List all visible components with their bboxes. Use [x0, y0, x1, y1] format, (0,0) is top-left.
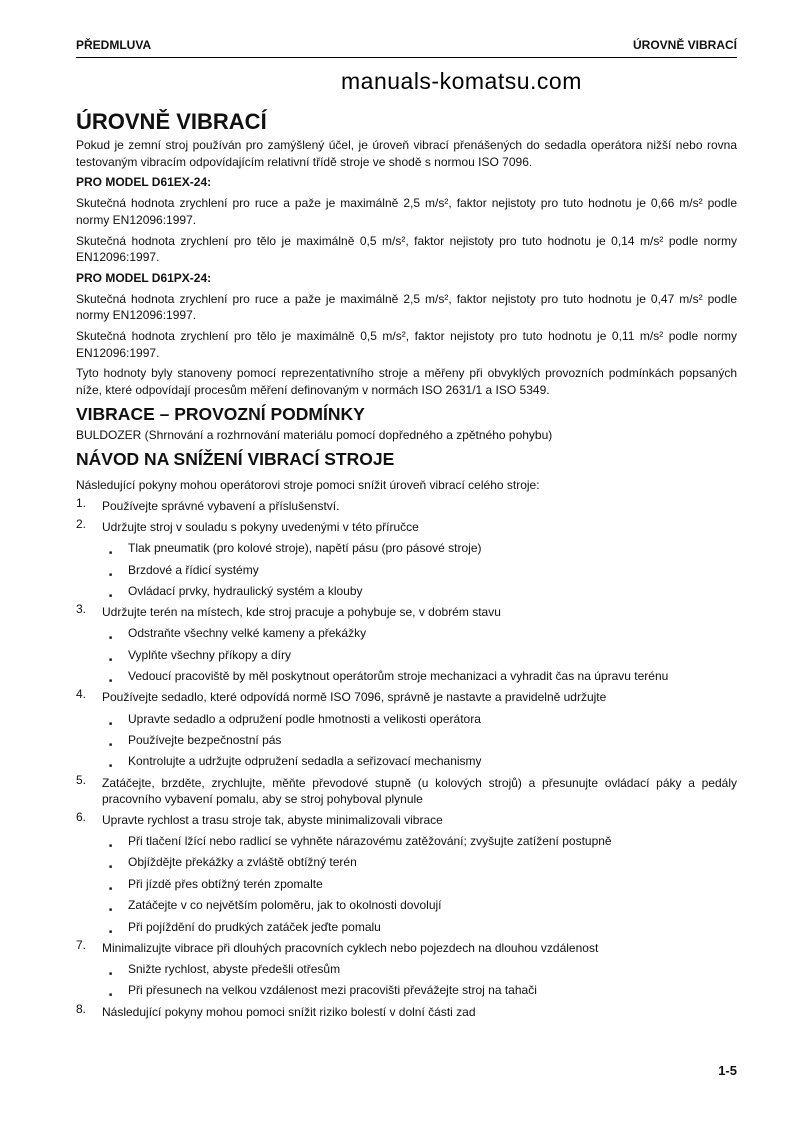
- bullet-icon: ■: [109, 763, 113, 770]
- bullet-item: [76, 854, 737, 870]
- bullet-text: Zatáčejte v co největším poloměru, jak to okolnosti dovolují: [128, 898, 442, 913]
- item-number: 5.: [76, 772, 87, 787]
- bullet-item: [76, 982, 737, 998]
- item-text: Používejte sedadlo, které odpovídá normě ISO 7096, správně je nastavte a pravidelně udržujte: [102, 690, 607, 705]
- bullet-icon: ■: [109, 678, 113, 685]
- item-text: Používejte správné vybavení a příslušenství.: [102, 498, 340, 513]
- conditions-text: BULDOZER (Shrnování a rozhrnování materiálu pomocí dopředného a zpětného pohybu): [76, 427, 553, 442]
- bullet-text: Kontrolujte a udržujte odpružení sedadla a seřizovací mechanismy: [128, 754, 482, 769]
- page-body: [76, 108, 737, 1020]
- list-item: [76, 604, 737, 620]
- body-paragraph: Skutečná hodnota zrychlení pro tělo je maximálně 0,5 m/s², faktor nejistoty pro tuto hodnotu je 0,11 m/s² podle normy EN12096:1997.: [76, 329, 737, 360]
- bullet-text: Brzdové a řídicí systémy: [128, 562, 259, 577]
- bullet-icon: ■: [109, 742, 113, 749]
- bullet-text: Tlak pneumatik (pro kolové stroje), napětí pásu (pro pásové stroje): [128, 541, 482, 556]
- list-item: [76, 495, 737, 514]
- bullet-text: Odstraňte všechny velké kameny a překážky: [128, 626, 367, 641]
- item-text: Následující pokyny mohou pomoci snížit riziko bolestí v dolní části zad: [102, 1004, 476, 1019]
- bullet-icon: ■: [109, 592, 113, 599]
- bullet-icon: ■: [109, 656, 113, 663]
- guidelines-list: [76, 495, 737, 1020]
- bullet-item: [76, 833, 737, 849]
- bullet-item: [76, 583, 737, 599]
- list-item: [76, 516, 737, 535]
- bullet-item: [76, 540, 737, 556]
- header-section: PŘEDMLUVA: [76, 38, 152, 52]
- bullet-icon: ■: [109, 928, 113, 935]
- bullet-text: Vyplňte všechny příkopy a díry: [128, 647, 291, 662]
- bullet-text: Objíždějte překážky a zvláště obtížný terén: [128, 855, 357, 870]
- item-text: Udržujte stroj v souladu s pokyny uvedenými v této příručce: [102, 519, 419, 534]
- bullet-item: [76, 919, 737, 935]
- bullet-item: [76, 961, 737, 977]
- item-number: 3.: [76, 602, 87, 617]
- item-number: 1.: [76, 495, 87, 510]
- bullet-text: Snižte rychlost, abyste předešli otřesům: [128, 962, 341, 977]
- bullet-item: [76, 876, 737, 892]
- page-title: ÚROVNĚ VIBRACÍ: [76, 109, 267, 134]
- bullet-item: [76, 647, 737, 663]
- bullet-text: Upravte sedadlo a odpružení podle hmotnosti a velikosti operátora: [128, 711, 481, 726]
- bullet-item: [76, 711, 737, 727]
- list-item: [76, 689, 737, 705]
- bullet-item: [76, 562, 737, 578]
- bullet-icon: ■: [109, 885, 113, 892]
- list-item: [76, 772, 737, 807]
- hand-arm-paragraph: Skutečná hodnota zrychlení pro ruce a paže je maximálně 2,5 m/s², faktor nejistoty pro tuto hodnotu je 0,47 m/s² podle normy EN12096:1997.: [76, 291, 737, 323]
- list-item: [76, 809, 737, 828]
- conditions-note: Tyto hodnoty byly stanoveny pomocí reprezentativního stroje a měřeny při obvyklých provozních podmínkách popsaných níže, které odpovídají procesům měření definovaným v normách ISO 2631/1 a ISO 5349.: [76, 366, 737, 397]
- bullet-item: [76, 625, 737, 641]
- body-paragraph: Skutečná hodnota zrychlení pro tělo je maximálně 0,5 m/s², faktor nejistoty pro tuto hodnotu je 0,14 m/s² podle normy EN12096:1997.: [76, 233, 737, 265]
- bullet-item: [76, 732, 737, 748]
- bullet-icon: ■: [109, 971, 113, 978]
- bullet-text: Při tlačení lžící nebo radlicí se vyhněte nárazovému zatěžování; zvyšujte zatížení postupně: [128, 834, 612, 849]
- item-number: 2.: [76, 516, 87, 531]
- bullet-icon: ■: [109, 907, 113, 914]
- bullet-text: Ovládací prvky, hydraulický systém a klouby: [128, 583, 363, 598]
- bullet-icon: ■: [109, 992, 113, 999]
- bullet-item: [76, 897, 737, 913]
- bullet-text: Při přesunech na velkou vzdálenost mezi pracovišti převážejte stroj na tahači: [128, 983, 537, 998]
- bullet-text: Vedoucí pracoviště by měl poskytnout operátorům stroje mechanizaci a vyhradit čas na úpravu terénu: [128, 669, 669, 684]
- item-number: 7.: [76, 937, 87, 952]
- bullet-text: Při jízdě přes obtížný terén zpomalte: [128, 876, 323, 891]
- item-number: 4.: [76, 687, 87, 702]
- model-heading: PRO MODEL D61PX-24:: [76, 270, 212, 285]
- item-text: Zatáčejte, brzděte, zrychlujte, měňte převodové stupně (u kolových strojů) a přesunujte ovládací páky a pedály pracovního vybavení pomalu, aby se stroj pohyboval plynule: [102, 775, 737, 806]
- item-text: Minimalizujte vibrace při dlouhých pracovních cyklech nebo pojezdech na dlouhou vzdálenost: [102, 940, 599, 955]
- bullet-icon: ■: [109, 843, 113, 850]
- bullet-icon: ■: [109, 864, 113, 871]
- item-text: Upravte rychlost a trasu stroje tak, abyste minimalizovali vibrace: [102, 812, 443, 827]
- hand-arm-paragraph: Skutečná hodnota zrychlení pro ruce a paže je maximálně 2,5 m/s², faktor nejistoty pro tuto hodnotu je 0,66 m/s² podle normy EN12096:1997.: [76, 196, 737, 227]
- watermark: manuals-komatsu.com: [341, 68, 582, 94]
- list-item: [76, 937, 737, 956]
- model-heading: PRO MODEL D61EX-24:: [76, 175, 212, 190]
- section-heading-conditions: VIBRACE – PROVOZNÍ PODMÍNKY: [76, 403, 365, 424]
- page-number: 1-5: [718, 1063, 737, 1078]
- item-number: 8.: [76, 1001, 87, 1016]
- item-number: 6.: [76, 809, 87, 824]
- page-header: [76, 37, 737, 58]
- bullet-text: Používejte bezpečnostní pás: [128, 733, 282, 748]
- bullet-item: [76, 753, 737, 769]
- bullet-icon: ■: [109, 720, 113, 727]
- bullet-text: Při pojíždění do prudkých zatáček jeďte pomalu: [128, 919, 381, 934]
- intro-paragraph: Pokud je zemní stroj používán pro zamýšlený účel, je úroveň vibrací přenášených do sedadla operátora nižší nebo rovna testovaným vibracím odpovídajícím relativní třídě stroje ve shodě s normou ISO 7096.: [76, 138, 737, 169]
- bullet-icon: ■: [109, 550, 113, 557]
- section-heading-reduction: NÁVOD NA SNÍŽENÍ VIBRACÍ STROJE: [76, 448, 395, 469]
- bullet-icon: ■: [109, 635, 113, 642]
- reduction-intro: Následující pokyny mohou operátorovi stroje pomoci snížit úroveň vibrací celého stroje:: [76, 477, 540, 492]
- bullet-item: [76, 668, 737, 684]
- bullet-icon: ■: [109, 571, 113, 578]
- header-topic: ÚROVNĚ VIBRACÍ: [632, 38, 737, 52]
- list-item: [76, 1001, 737, 1020]
- item-text: Udržujte terén na místech, kde stroj pracuje a pohybuje se, v dobrém stavu: [102, 605, 501, 620]
